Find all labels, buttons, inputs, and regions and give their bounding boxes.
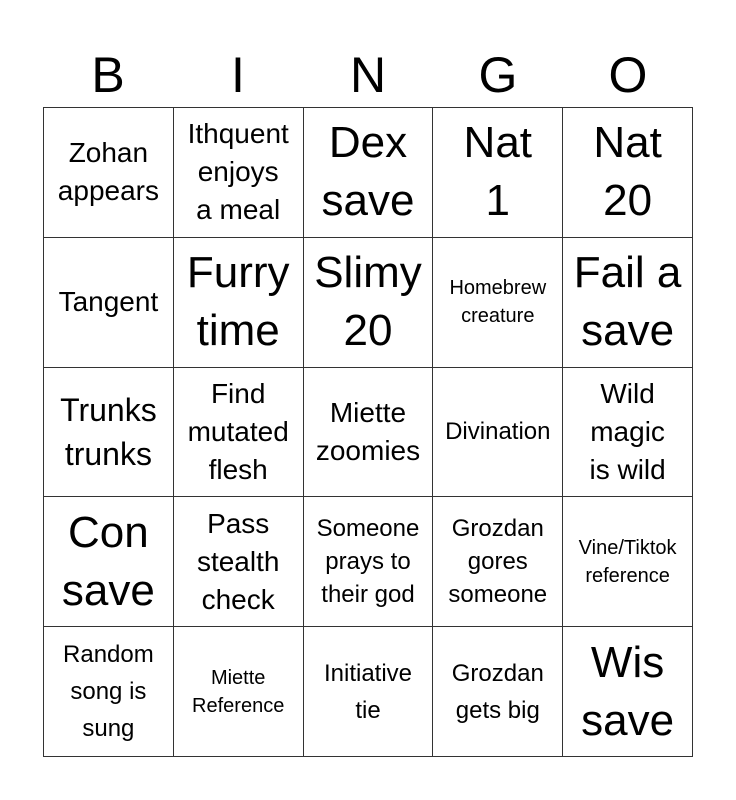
bingo-cell-r1-c4[interactable]: Nat 1 <box>433 108 563 238</box>
bingo-cell-r5-c2[interactable]: Miette Reference <box>174 627 304 757</box>
header-letter-n: N <box>349 47 387 103</box>
bingo-cell-r3-c2[interactable]: Find mutated flesh <box>174 368 304 498</box>
bingo-cell-r3-c3[interactable]: Miette zoomies <box>304 368 434 498</box>
bingo-cell-r4-c3[interactable]: Someone prays to their god <box>304 497 434 627</box>
bingo-board <box>43 107 693 757</box>
bingo-cell-r2-c1[interactable]: Tangent <box>44 238 174 368</box>
bingo-header <box>43 42 693 108</box>
bingo-cell-r4-c5[interactable]: Vine/Tiktok reference <box>563 497 693 627</box>
bingo-cell-r1-c1[interactable]: Zohan appears <box>44 108 174 238</box>
bingo-cell-r1-c5[interactable]: Nat 20 <box>563 108 693 238</box>
bingo-cell-r2-c3[interactable]: Slimy 20 <box>304 238 434 368</box>
bingo-cell-r3-c4[interactable]: Divination <box>433 368 563 498</box>
bingo-cell-r5-c3[interactable]: Initiative tie <box>304 627 434 757</box>
bingo-cell-r5-c1[interactable]: Random song is sung <box>44 627 174 757</box>
bingo-cell-r4-c2[interactable]: Pass stealth check <box>174 497 304 627</box>
bingo-cell-r2-c2[interactable]: Furry time <box>174 238 304 368</box>
bingo-cell-r3-c5[interactable]: Wild magic is wild <box>563 368 693 498</box>
bingo-cell-r1-c3[interactable]: Dex save <box>304 108 434 238</box>
bingo-cell-r3-c1[interactable]: Trunks trunks <box>44 368 174 498</box>
header-letter-i: I <box>231 47 245 103</box>
bingo-cell-r2-c4[interactable]: Homebrew creature <box>433 238 563 368</box>
bingo-cell-r2-c5[interactable]: Fail a save <box>563 238 693 368</box>
header-letter-b: B <box>91 47 125 103</box>
bingo-cell-r4-c4[interactable]: Grozdan gores someone <box>433 497 563 627</box>
bingo-cell-r5-c4[interactable]: Grozdan gets big <box>433 627 563 757</box>
header-letter-o: O <box>608 47 648 103</box>
bingo-cell-r5-c5[interactable]: Wis save <box>563 627 693 757</box>
header-letter-g: G <box>478 47 518 103</box>
bingo-cell-r4-c1[interactable]: Con save <box>44 497 174 627</box>
bingo-cell-r1-c2[interactable]: Ithquent enjoys a meal <box>174 108 304 238</box>
